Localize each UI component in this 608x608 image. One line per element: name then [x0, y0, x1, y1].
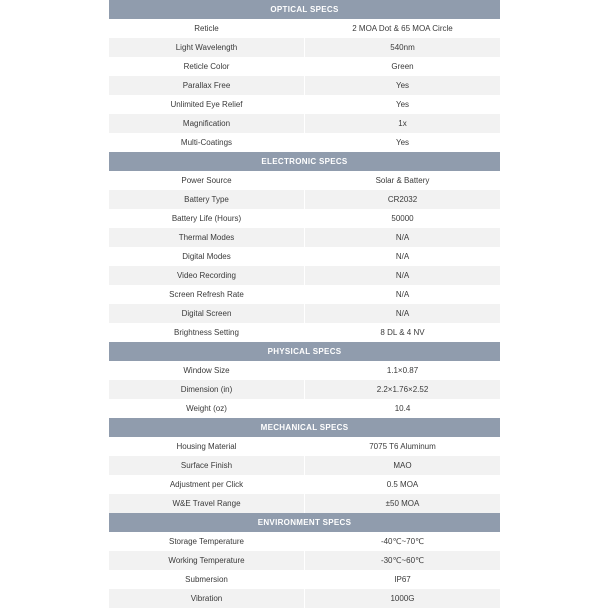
spec-row — [109, 171, 500, 190]
spec-label: Surface Finish — [109, 456, 305, 475]
spec-label: Unlimited Eye Relief — [109, 95, 305, 114]
spec-label: Magnification — [109, 114, 305, 133]
spec-value: 1.1×0.87 — [386, 366, 419, 375]
spec-value: 8 DL & 4 NV — [380, 328, 425, 337]
spec-label: Battery Life (Hours) — [109, 209, 305, 228]
spec-value: Yes — [395, 138, 410, 147]
spec-row — [109, 380, 500, 399]
spec-label: Reticle Color — [109, 57, 305, 76]
spec-row — [109, 228, 500, 247]
spec-value: 50000 — [391, 214, 414, 223]
spec-value: N/A — [395, 252, 410, 261]
spec-row — [109, 285, 500, 304]
spec-row — [109, 475, 500, 494]
spec-label: Adjustment per Click — [109, 475, 305, 494]
spec-label: W&E Travel Range — [109, 494, 305, 513]
spec-label: Window Size — [109, 361, 305, 380]
spec-row — [109, 19, 500, 38]
spec-row — [109, 76, 500, 95]
spec-row — [109, 266, 500, 285]
spec-label: Reticle — [109, 19, 305, 38]
spec-value: -30℃~60℃ — [380, 556, 425, 565]
spec-value: Green — [391, 62, 414, 71]
spec-label: Working Temperature — [109, 551, 305, 570]
section-header-optical-specs: OPTICAL SPECS — [109, 0, 500, 19]
spec-label: Digital Modes — [109, 247, 305, 266]
spec-label: Submersion — [109, 570, 305, 589]
spec-label: Housing Material — [109, 437, 305, 456]
spec-label: Storage Temperature — [109, 532, 305, 551]
spec-value: N/A — [395, 271, 410, 280]
spec-value: 540nm — [390, 43, 415, 52]
spec-row — [109, 57, 500, 76]
spec-label: Weight (oz) — [109, 399, 305, 418]
spec-value: -40℃~70℃ — [380, 537, 425, 546]
spec-row — [109, 133, 500, 152]
spec-value: Yes — [395, 100, 410, 109]
spec-row — [109, 247, 500, 266]
spec-value: ±50 MOA — [385, 499, 420, 508]
spec-row — [109, 570, 500, 589]
spec-value: 10.4 — [394, 404, 411, 413]
spec-value: IP67 — [394, 575, 411, 584]
spec-value: 0.5 MOA — [386, 480, 419, 489]
spec-row — [109, 361, 500, 380]
spec-value: N/A — [395, 290, 410, 299]
spec-label: Screen Refresh Rate — [109, 285, 305, 304]
spec-label: Dimension (in) — [109, 380, 305, 399]
spec-row — [109, 304, 500, 323]
spec-label: Video Recording — [109, 266, 305, 285]
spec-value: N/A — [395, 309, 410, 318]
spec-value: Solar & Battery — [375, 176, 430, 185]
spec-value: 2 MOA Dot & 65 MOA Circle — [352, 24, 453, 33]
spec-value: 1x — [398, 119, 407, 128]
spec-label: Power Source — [109, 171, 305, 190]
spec-value: 2.2×1.76×2.52 — [376, 385, 429, 394]
spec-row — [109, 456, 500, 475]
spec-value: Yes — [395, 81, 410, 90]
spec-table — [109, 0, 500, 608]
spec-label: Thermal Modes — [109, 228, 305, 247]
spec-label: Digital Screen — [109, 304, 305, 323]
spec-value: 7075 T6 Aluminum — [369, 442, 436, 451]
spec-value: MAO — [393, 461, 412, 470]
spec-row — [109, 437, 500, 456]
spec-row — [109, 209, 500, 228]
spec-label: Multi-Coatings — [109, 133, 305, 152]
spec-value: CR2032 — [387, 195, 418, 204]
spec-row — [109, 532, 500, 551]
section-header-physical-specs: PHYSICAL SPECS — [109, 342, 500, 361]
spec-row — [109, 399, 500, 418]
section-header-environment-specs: ENVIRONMENT SPECS — [109, 513, 500, 532]
spec-label: Vibration — [109, 589, 305, 608]
spec-row — [109, 190, 500, 209]
spec-label: Parallax Free — [109, 76, 305, 95]
spec-label: Battery Type — [109, 190, 305, 209]
section-header-electronic-specs: ELECTRONIC SPECS — [109, 152, 500, 171]
spec-value: N/A — [395, 233, 410, 242]
spec-label: Brightness Setting — [109, 323, 305, 342]
spec-row — [109, 551, 500, 570]
spec-row — [109, 323, 500, 342]
section-header-mechanical-specs: MECHANICAL SPECS — [109, 418, 500, 437]
spec-row — [109, 95, 500, 114]
spec-row — [109, 38, 500, 57]
spec-value: 1000G — [390, 594, 415, 603]
spec-label: Light Wavelength — [109, 38, 305, 57]
spec-row — [109, 114, 500, 133]
spec-row — [109, 589, 500, 608]
spec-row — [109, 494, 500, 513]
